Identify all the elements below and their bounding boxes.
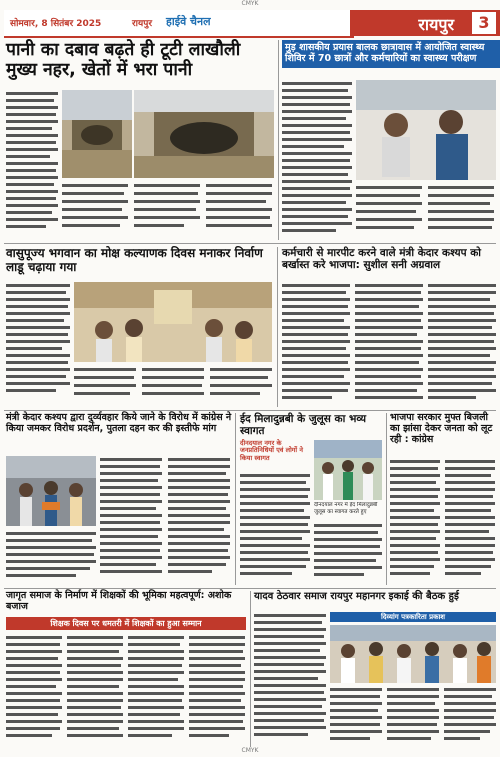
section-rule <box>4 410 496 411</box>
teachers-headline: जागृत समाज के निर्माण में शिक्षकों की भूमिका महत्वपूर्ण: अशोक बजाज <box>6 590 232 612</box>
teachers-band: शिक्षक दिवस पर धमतरी में शिक्षकों का हुआ सम्मान <box>6 617 246 630</box>
yadav-headline: यादव ठेठवार समाज रायपुर महानगर इकाई की बैठक हुई <box>254 591 459 602</box>
pipeline-caption-text <box>62 182 274 237</box>
text-lines-graphic <box>6 282 70 402</box>
column-rule <box>277 247 278 407</box>
pipeline-photo-left <box>62 90 132 178</box>
minister-photo <box>6 456 96 526</box>
yadav-body-text-2 <box>330 686 496 746</box>
vasupujya-headline: वासुपूज्य भगवान का मोक्ष कल्याणक दिवस मनाकर निर्वाण लाडू चढ़ाया गया <box>6 246 263 274</box>
section-rule <box>4 588 496 589</box>
edition-city: रायपुर <box>132 19 153 29</box>
text-lines-graphic <box>254 612 326 746</box>
pipeline-body-text <box>6 90 58 235</box>
cmyk-marker-top: CMYK <box>241 0 259 7</box>
vasupujya-photo <box>74 282 272 362</box>
section-rule <box>4 243 496 244</box>
text-lines-graphic <box>6 634 246 746</box>
eid-subheadline: दीनदयाल नगर के जनप्रतिनिधियों एवं लोगों ने किया स्वागत <box>240 439 303 462</box>
text-lines-graphic <box>6 90 58 235</box>
column-rule <box>278 40 279 240</box>
pipeline-headline: पानी का दबाव बढ़ते ही टूटी लाखौली मुख्य नहर, खेतों में भरा पानी <box>6 40 241 81</box>
field-pipe-image <box>62 90 132 178</box>
cmyk-marker-bottom: CMYK <box>241 747 259 754</box>
text-lines-graphic <box>74 366 272 402</box>
hostel-headline: मुड़ शासकीय प्रयास बालक छात्रावास में आयोजित स्वास्थ्य शिविर में 70 छात्रों और कर्मचारियों का स्वास्थ्य परीक्षण <box>282 40 500 68</box>
column-rule <box>235 413 236 585</box>
yadav-band: दिव्यांग पत्रकारिता प्रकाश <box>330 612 496 622</box>
teachers-body-text <box>6 634 246 746</box>
electricity-body-text <box>390 458 496 584</box>
column-rule <box>386 413 387 585</box>
issue-date: सोमवार, 8 सितंबर 2025 <box>10 19 102 29</box>
eid-photo <box>314 440 382 500</box>
eid-photo-caption: दीनदयाल नगर में ईद मिलादुन्नबी जुलूस का स्वागत करते हुए <box>314 502 378 515</box>
text-lines-graphic <box>330 686 496 746</box>
text-lines-graphic <box>356 184 496 240</box>
temple-ceremony-image <box>74 282 272 362</box>
eid-headline: ईद मिलादुन्नबी के जुलूस का भव्य स्वागत <box>240 413 367 438</box>
text-lines-graphic <box>6 530 96 584</box>
vasupujya-caption-text <box>74 366 272 402</box>
broken-canal-image <box>134 90 274 178</box>
text-lines-graphic <box>282 282 496 406</box>
brand-name: हाईवे चैनल <box>166 15 211 28</box>
hostel-body-text <box>282 80 352 240</box>
protest-image <box>6 456 96 526</box>
eid-body-text <box>240 472 310 584</box>
minister-headline: मंत्री केदार कश्यप द्वारा दुर्व्यवहार किये जाने के विरोध में कांग्रेस ने किया जमकर विरोध प्रदर्शन, पुतला दहन कर की इस्तीफे मांग <box>6 412 232 434</box>
pipeline-photo-right <box>134 90 274 178</box>
hostel-caption-text <box>356 184 496 240</box>
masthead <box>0 10 500 36</box>
text-lines-graphic <box>100 456 232 584</box>
text-lines-graphic <box>282 80 352 240</box>
text-lines-graphic <box>62 182 274 237</box>
text-lines-graphic <box>314 522 382 584</box>
vasupujya-body-text <box>6 282 70 402</box>
minister-body-text-2 <box>6 530 96 584</box>
electricity-headline: भाजपा सरकार मुफ्त बिजली का झांसा देकर जनता को लूट रही : कांग्रेस <box>390 412 493 445</box>
yadav-photo <box>330 625 496 683</box>
column-rule <box>250 591 251 747</box>
dearness-headline: कर्मचारी से मारपीट करने वाले मंत्री केदार कश्यप को बर्खास्त करे भाजपा: सुशील सनी अग्रवाल <box>282 247 482 272</box>
text-lines-graphic <box>240 472 310 584</box>
minister-body-text <box>100 456 232 584</box>
section-city: रायपुर <box>418 15 454 34</box>
dearness-body-text <box>282 282 496 406</box>
section-banner <box>350 10 500 36</box>
text-lines-graphic <box>390 458 496 584</box>
hostel-photo <box>356 80 496 180</box>
eid-body-text-2 <box>314 522 382 584</box>
meeting-group-image <box>330 625 496 683</box>
yadav-body-text <box>254 612 326 746</box>
masthead-left-strip <box>4 10 354 38</box>
page-number: 3 <box>472 12 496 34</box>
health-checkup-image <box>356 80 496 180</box>
procession-image <box>314 440 382 500</box>
